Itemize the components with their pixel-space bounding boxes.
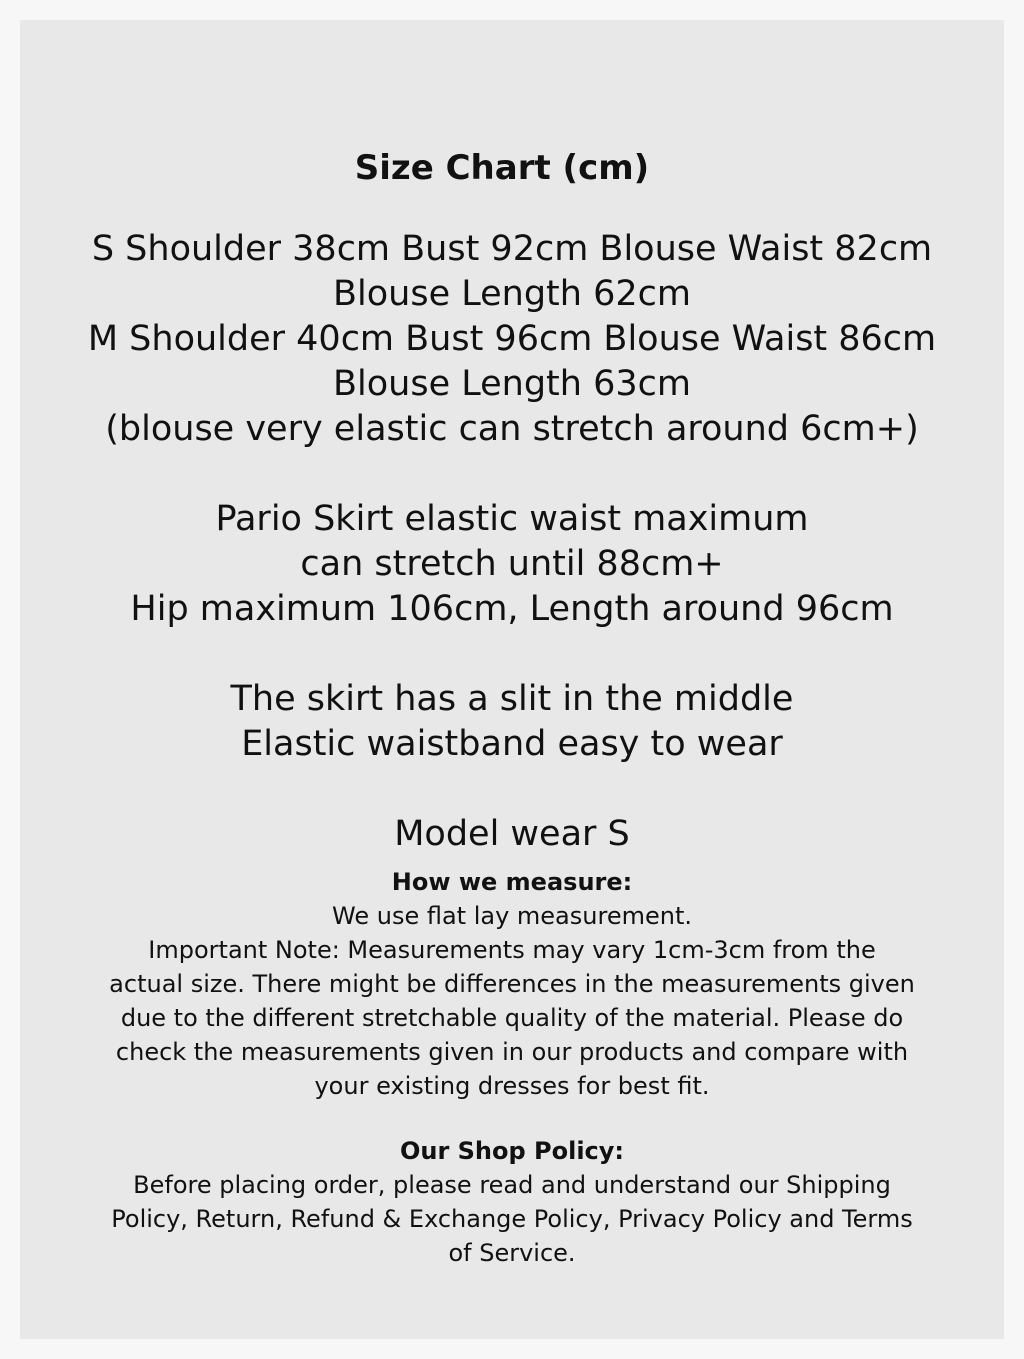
size-chart-title: Size Chart (cm): [354, 148, 650, 188]
spacer: [20, 767, 1004, 812]
size-details: [20, 227, 1004, 857]
spacer: [20, 632, 1004, 677]
measurement-text-line: We use flat lay measurement.: [332, 902, 692, 930]
shop-policy-heading: Our Shop Policy:: [399, 1137, 625, 1165]
measurement-text-line: due to the different stretchable quality of the material. Please do: [120, 1004, 904, 1032]
shop-policy-text-line: Before placing order, please read and understand our Shipping: [133, 1171, 891, 1199]
size-m-line: M Shoulder 40cm Bust 96cm Blouse Waist 86cm: [87, 319, 937, 359]
measurement-text-line: your existing dresses for best fit.: [314, 1072, 710, 1100]
size-s-length: Blouse Length 62cm: [333, 274, 691, 314]
size-chart-panel: [20, 20, 1004, 1339]
shop-policy-text-line: Policy, Return, Refund & Exchange Policy, Privacy Policy and Terms: [111, 1205, 913, 1233]
blouse-stretch-note: (blouse very elastic can stretch around 6cm+): [105, 409, 919, 449]
measurement-text-line: Important Note: Measurements may vary 1cm-3cm from the: [148, 936, 876, 964]
measurement-text-line: actual size. There might be differences in the measurements given: [109, 970, 915, 998]
skirt-slit-feature: The skirt has a slit in the middle: [230, 679, 794, 719]
measurement-heading: How we measure:: [391, 868, 633, 896]
size-m-length: Blouse Length 63cm: [333, 364, 691, 404]
skirt-hip-length-line: Hip maximum 106cm, Length around 96cm: [130, 589, 894, 629]
size-s-line: S Shoulder 38cm Bust 92cm Blouse Waist 82cm: [91, 229, 933, 269]
measurement-section: [20, 865, 1004, 1103]
measurement-text-line: check the measurements given in our products and compare with: [115, 1038, 909, 1066]
spacer: [20, 452, 1004, 497]
shop-policy-text-line: of Service.: [448, 1239, 576, 1267]
skirt-stretch-line: can stretch until 88cm+: [300, 544, 724, 584]
model-size-note: Model wear S: [394, 814, 630, 854]
waistband-feature: Elastic waistband easy to wear: [241, 724, 783, 764]
shop-policy-section: [20, 1134, 1004, 1270]
skirt-waist-line: Pario Skirt elastic waist maximum: [215, 499, 809, 539]
